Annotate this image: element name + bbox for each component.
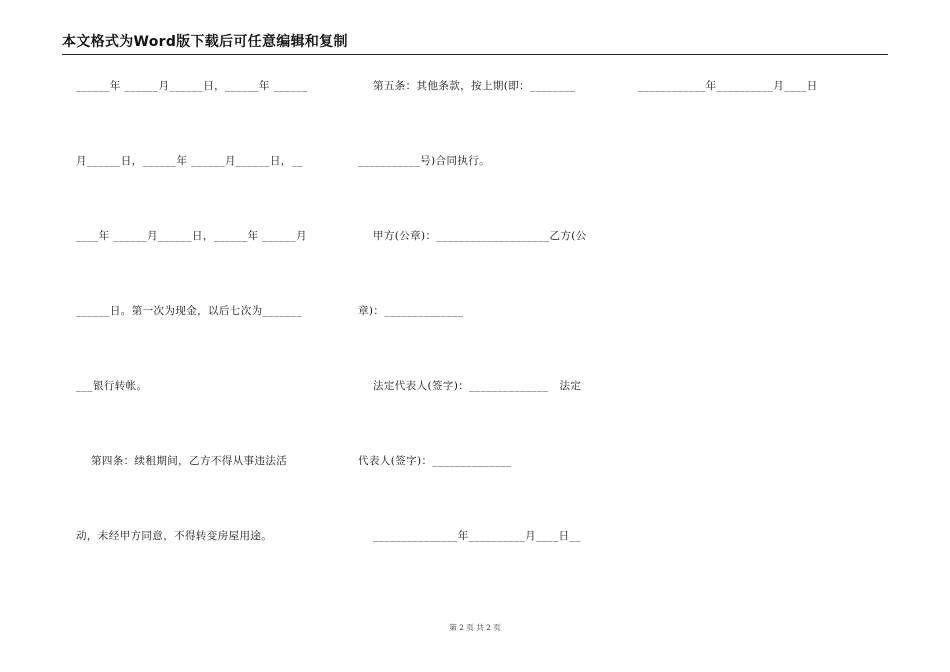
middle-text-line: 第五条：其他条款，按上期(即：________	[358, 80, 576, 92]
middle-text-line: ___________号)合同执行。	[358, 155, 491, 167]
middle-text-line: 代表人(签字)：______________	[358, 455, 512, 467]
middle-text-line: 法定代表人(签字)：______________ 法定	[358, 380, 582, 392]
right-text-line: ____________年__________月____日	[638, 80, 818, 92]
page-footer: 第 2 页 共 2 页	[449, 623, 501, 632]
header-title: 本文格式为Word版下载后可任意编辑和复制	[62, 34, 348, 50]
page-header	[62, 34, 888, 55]
left-text-line: ____年 ______月______日，______年 ______月	[76, 230, 308, 242]
middle-text-line: _______________年__________月____日__	[358, 530, 581, 542]
left-text-line: 动，未经甲方同意，不得转变房屋用途。	[76, 530, 273, 542]
left-text-line: ______日。第一次为现金，以后七次为_______	[76, 305, 303, 317]
left-text-line: ______年 ______月______日，______年 ______	[76, 80, 308, 92]
left-text-line: ___银行转帐。	[76, 380, 148, 392]
left-text-line: 月______日，______年 ______月______日，__	[76, 155, 303, 167]
middle-text-line: 甲方(公章)：____________________乙方(公	[358, 230, 587, 242]
middle-text-line: 章)：______________	[358, 305, 464, 317]
left-text-line: 第四条：续租期间，乙方不得从事违法活	[76, 455, 288, 467]
